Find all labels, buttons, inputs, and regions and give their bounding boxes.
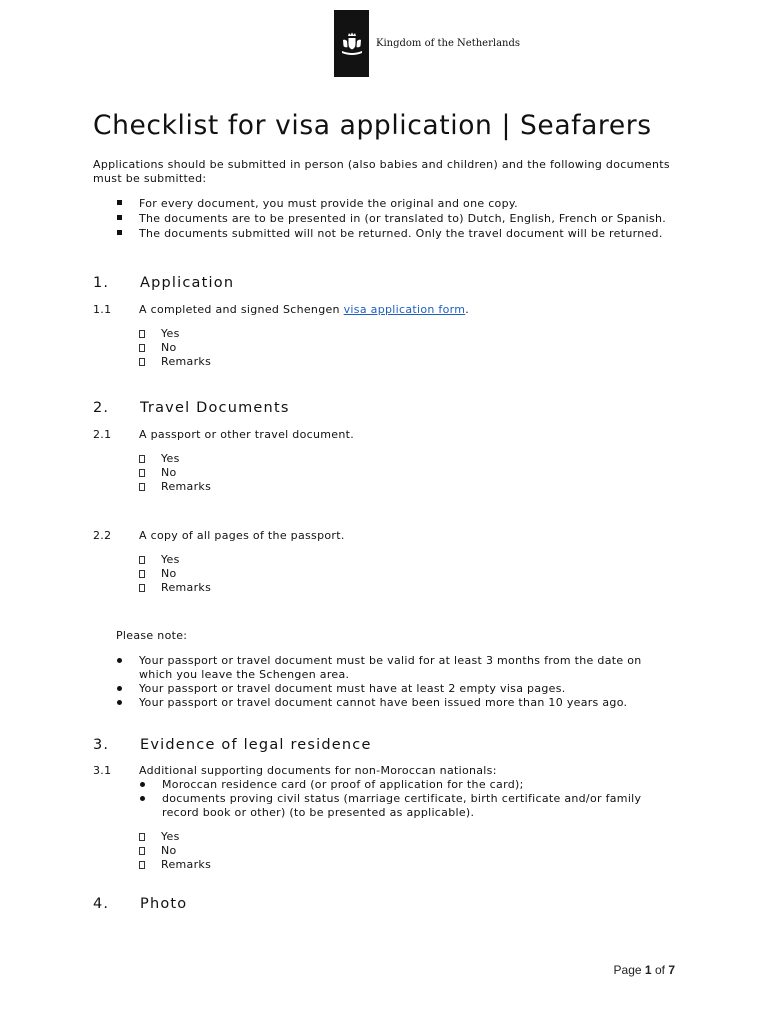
intro-text: Applications should be submitted in person (also babies and children) and the following documents must be submitted: bbox=[93, 158, 670, 185]
checkbox-group-2-2: Yes No Remarks bbox=[139, 553, 211, 595]
no-checkbox[interactable] bbox=[139, 847, 145, 855]
square-bullet-icon bbox=[117, 200, 122, 205]
no-checkbox[interactable] bbox=[139, 344, 145, 352]
remarks-checkbox[interactable] bbox=[139, 358, 145, 366]
list-item: The documents submitted will not be returned. Only the travel document will be returned. bbox=[117, 226, 666, 241]
section-heading-application: 1. Application bbox=[93, 275, 235, 291]
yes-checkbox[interactable] bbox=[139, 330, 145, 338]
list-item: Your passport or travel document cannot have been issued more than 10 years ago. bbox=[116, 696, 656, 710]
page-number: Page 1 of 7 bbox=[613, 963, 675, 977]
general-points-list bbox=[117, 196, 666, 241]
header-logo bbox=[334, 10, 520, 77]
bullet-icon bbox=[117, 658, 122, 663]
remarks-checkbox[interactable] bbox=[139, 861, 145, 869]
checkbox-group-2-1: Yes No Remarks bbox=[139, 452, 211, 494]
residence-documents-list bbox=[139, 778, 659, 820]
no-checkbox[interactable] bbox=[139, 570, 145, 578]
item-2-2: 2.2 A copy of all pages of the passport. bbox=[93, 529, 345, 542]
item-3-1: 3.1 Additional supporting documents for non-Moroccan nationals: bbox=[93, 764, 497, 777]
yes-checkbox[interactable] bbox=[139, 833, 145, 841]
list-item: documents proving civil status (marriage certificate, birth certificate and/or family record book or other) (to be presented as applicable). bbox=[139, 792, 659, 820]
section-heading-photo: 4. Photo bbox=[93, 896, 188, 912]
list-item: The documents are to be presented in (or translated to) Dutch, English, French or Spanish. bbox=[117, 211, 666, 226]
org-name: Kingdom of the Netherlands bbox=[376, 38, 521, 49]
no-checkbox[interactable] bbox=[139, 469, 145, 477]
visa-application-form-link[interactable]: visa application form bbox=[343, 303, 466, 316]
item-1-1: 1.1 A completed and signed Schengen visa application form. bbox=[93, 303, 470, 316]
bullet-icon bbox=[140, 782, 145, 787]
yes-checkbox[interactable] bbox=[139, 556, 145, 564]
bullet-icon bbox=[140, 796, 145, 801]
remarks-checkbox[interactable] bbox=[139, 584, 145, 592]
yes-checkbox[interactable] bbox=[139, 455, 145, 463]
passport-notes-list bbox=[116, 654, 656, 710]
list-item: Your passport or travel document must have at least 2 empty visa pages. bbox=[116, 682, 656, 696]
bullet-icon bbox=[117, 686, 122, 691]
remarks-checkbox[interactable] bbox=[139, 483, 145, 491]
section-heading-travel-documents: 2. Travel Documents bbox=[93, 400, 290, 416]
bullet-icon bbox=[117, 700, 122, 705]
checkbox-group-3-1: Yes No Remarks bbox=[139, 830, 211, 872]
list-item: Moroccan residence card (or proof of application for the card); bbox=[139, 778, 659, 792]
document-title: Checklist for visa application | Seafarers bbox=[93, 110, 652, 141]
section-heading-legal-residence: 3. Evidence of legal residence bbox=[93, 737, 372, 753]
please-note-label: Please note: bbox=[116, 629, 188, 642]
coat-of-arms-icon bbox=[334, 10, 369, 77]
square-bullet-icon bbox=[117, 215, 122, 220]
item-2-1: 2.1 A passport or other travel document. bbox=[93, 428, 355, 441]
list-item: Your passport or travel document must be valid for at least 3 months from the date on which you leave the Schengen area. bbox=[116, 654, 656, 682]
list-item: For every document, you must provide the original and one copy. bbox=[117, 196, 666, 211]
square-bullet-icon bbox=[117, 230, 122, 235]
checkbox-group-1-1: Yes No Remarks bbox=[139, 327, 211, 369]
